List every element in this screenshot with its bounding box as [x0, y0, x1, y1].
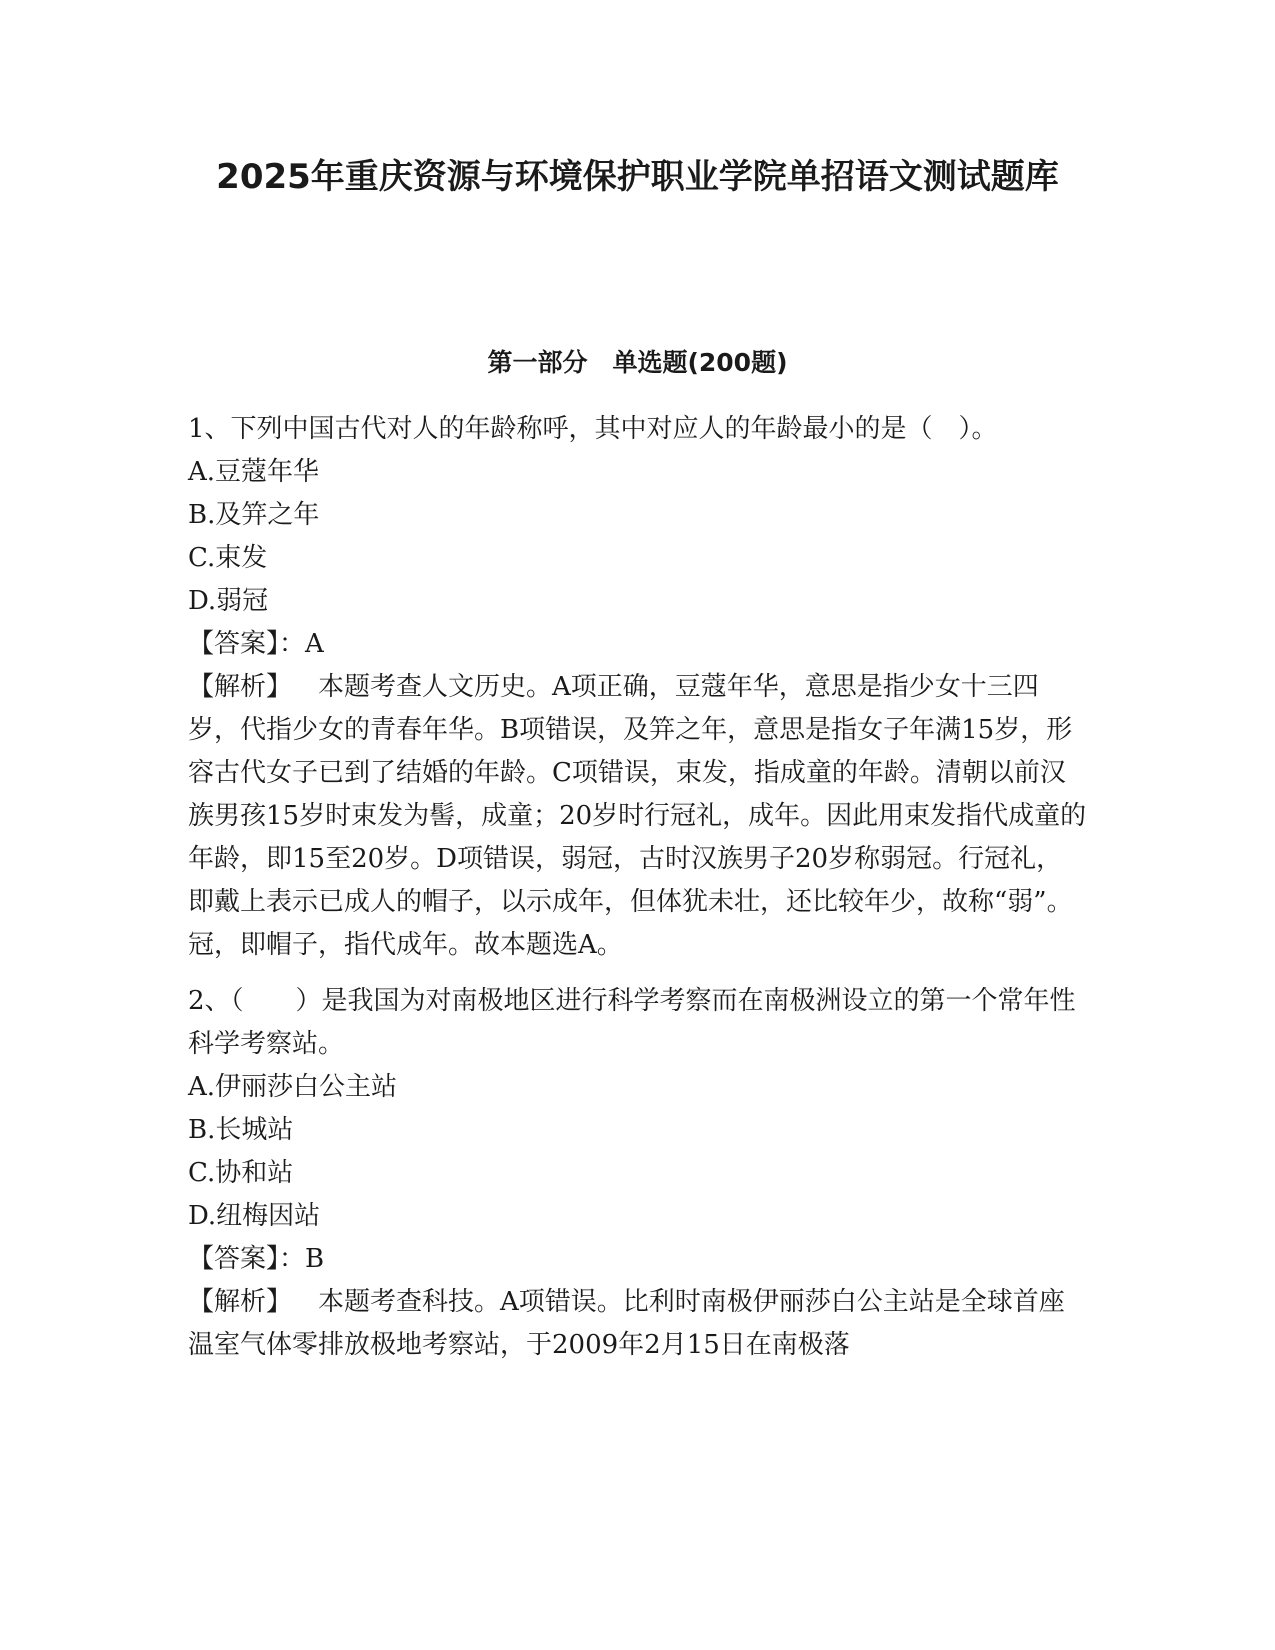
- analysis-tag: 【解析】: [188, 672, 293, 702]
- analysis-tag: 【解析】: [188, 1287, 293, 1317]
- option-d: D.弱冠: [188, 586, 269, 616]
- option-c: C.束发: [188, 543, 268, 573]
- option-b: B.及笄之年: [188, 500, 320, 530]
- question-stem: 2、（ ）是我国为对南极地区进行科学考察而在南极洲设立的第一个常年性科学考察站。: [188, 986, 1076, 1059]
- question-stem: 1、下列中国古代对人的年龄称呼，其中对应人的年龄最小的是（ ）。: [188, 414, 998, 444]
- question-1: [188, 408, 1088, 967]
- option-a: A.伊丽莎白公主站: [188, 1072, 398, 1102]
- option-a: A.豆蔻年华: [188, 457, 320, 487]
- option-d: D.纽梅因站: [188, 1201, 321, 1231]
- analysis-text: 本题考查科技。A项错误。比利时南极伊丽莎白公主站是全球首座温室气体零排放极地考察站，于2009年2月15日在南极落: [188, 1287, 1065, 1360]
- answer-line: 【答案】：A: [188, 629, 324, 659]
- option-b: B.长城站: [188, 1115, 294, 1145]
- question-2: [188, 980, 1088, 1367]
- option-c: C.协和站: [188, 1158, 294, 1188]
- section-heading: 第一部分 单选题(200题): [487, 348, 788, 377]
- document-title: 2025年重庆资源与环境保护职业学院单招语文测试题库: [216, 157, 1059, 197]
- analysis-text: 本题考查人文历史。A项正确，豆蔻年华，意思是指少女十三四岁，代指少女的青春年华。B项错误，及笄之年，意思是指女子年满15岁，形容古代女子已到了结婚的年龄。C项错误，束发，指成童的年龄。清朝以前汉族男孩15岁时束发为髻，成童；20岁时行冠礼，成年。因此用束发指代成童的年龄，即15至20岁。D项错误，弱冠，古时汉族男子20岁称弱冠。行冠礼，即戴上表示已成人的帽子，以示成年，但体犹未壮，还比较年少，故称“弱”。冠，即帽子，指代成年。故本题选A。: [188, 672, 1087, 960]
- analysis-paragraph: [188, 1281, 1088, 1367]
- analysis-paragraph: [188, 666, 1088, 967]
- answer-line: 【答案】：B: [188, 1244, 325, 1274]
- question-list: [188, 408, 1088, 1380]
